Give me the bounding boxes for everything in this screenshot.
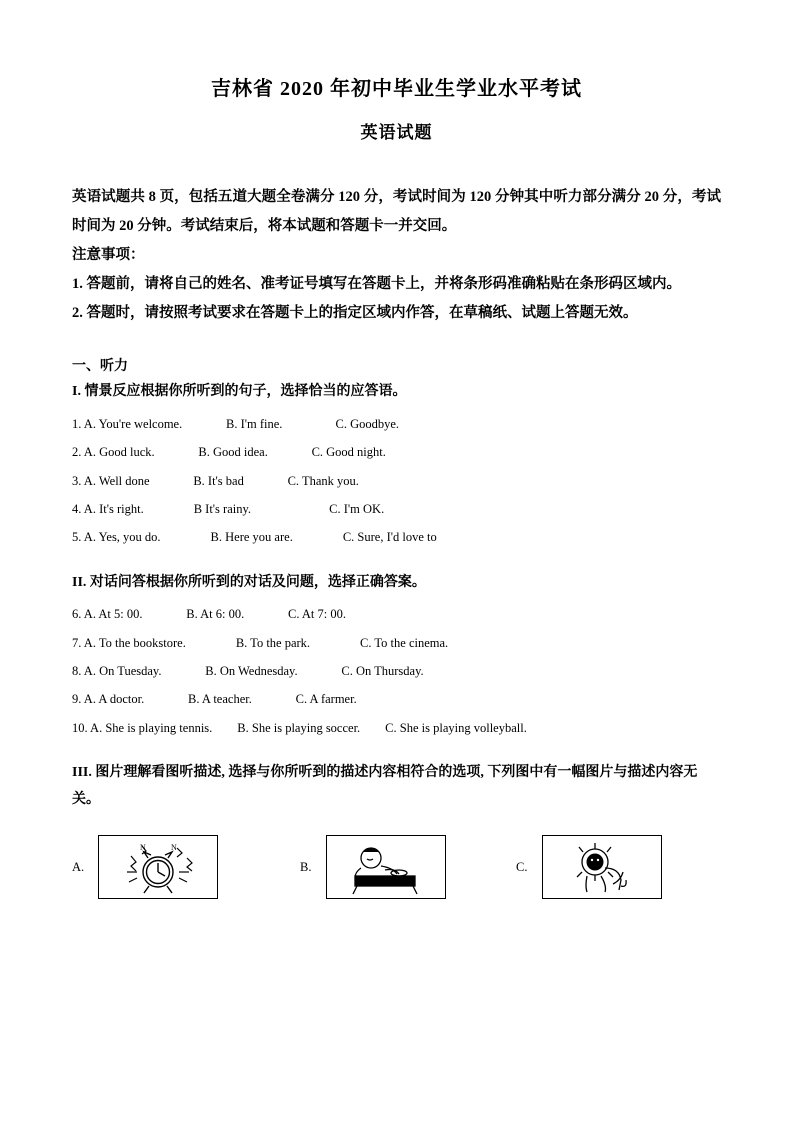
picture-option-a <box>72 835 218 899</box>
picture-option-a-label: A. <box>72 859 85 874</box>
question-5: 5. A. Yes, you do. B. Here you are. C. Sure, I'd love to <box>72 530 437 545</box>
part-2-heading: II. 对话问答根据你所听到的对话及问题，选择正确答案。 <box>72 574 426 590</box>
page-title: 吉林省 2020 年初中毕业生学业水平考试 <box>211 78 582 100</box>
notice-heading: 注意事项： <box>72 247 145 263</box>
question-1: 1. A. You're welcome. B. I'm fine. C. Goodbye. <box>72 416 400 431</box>
svg-text:N: N <box>171 843 177 853</box>
part-3 <box>72 760 721 899</box>
part-1-heading: I. 情景反应根据你所听到的句子，选择恰当的应答语。 <box>72 384 407 400</box>
section-heading-listening: 一、听力 <box>72 359 128 374</box>
question-2: 2. A. Good luck. B. Good idea. C. Good night. <box>72 445 386 460</box>
exam-instructions: 英语试题共 8 页，包括五道大题全卷满分 120 分，考试时间为 120 分钟其中听力部分满分 20 分，考试时间为 20 分钟。考试结束后，将本试题和答题卡一并交回。 <box>72 189 721 234</box>
question-8: 8. A. On Tuesday. B. On Wednesday. C. On Thursday. <box>72 664 424 678</box>
notice-item-2: 2. 答题时，请按照考试要求在答题卡上的指定区域内作答，在草稿纸、试题上答题无效。 <box>72 305 638 321</box>
boy-sleeping-at-desk-illustration <box>326 835 446 899</box>
question-9: 9. A. A doctor. B. A teacher. C. A farmer. <box>72 692 357 707</box>
picture-option-b-label: B. <box>300 859 312 874</box>
svg-text:N: N <box>140 843 146 853</box>
page-subtitle: 英语试题 <box>360 123 433 142</box>
part-1 <box>72 379 721 547</box>
question-10: 10. A. She is playing tennis. B. She is playing soccer. C. She is playing volleyball. <box>72 720 527 735</box>
question-3: 3. A. Well done B. It's bad C. Thank you. <box>72 473 359 488</box>
question-7: 7. A. To the bookstore. B. To the park. C. To the cinema. <box>72 635 449 650</box>
picture-option-c <box>516 835 662 899</box>
question-4: 4. A. It's right. B It's rainy. C. I'm OK. <box>72 501 385 516</box>
part-3-heading: III. 图片理解看图听描述, 选择与你所听到的描述内容相符合的选项, 下列图中有一幅图片与描述内容无关。 <box>72 765 698 807</box>
notice-item-1: 1. 答题前，请将自己的姓名、准考证号填写在答题卡上，并将条形码准确粘贴在条形码区域内。 <box>72 276 681 292</box>
alarm-clock-illustration <box>98 835 218 899</box>
picture-option-c-label: C. <box>516 859 528 874</box>
picture-options-row <box>72 835 721 899</box>
question-6: 6. A. At 5: 00. B. At 6: 00. C. At 7: 00. <box>72 607 346 622</box>
part-2 <box>72 570 721 738</box>
picture-option-b <box>300 835 446 899</box>
lion-illustration <box>542 835 662 899</box>
